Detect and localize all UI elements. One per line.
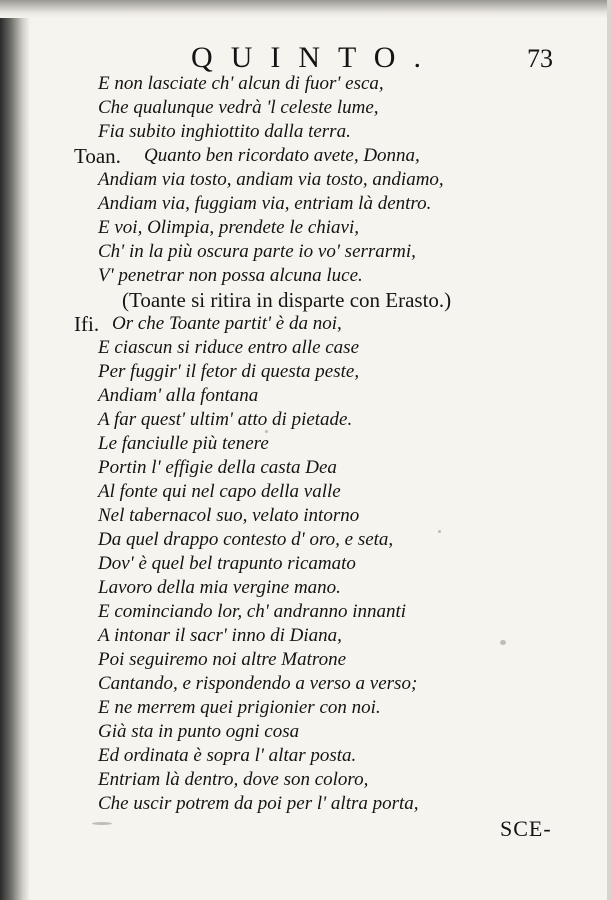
- verse-text: Ch' in la più oscura parte io vo' serrarmi,: [98, 241, 416, 262]
- running-head: QUINTO.: [191, 41, 439, 74]
- verse-line: [0, 456, 611, 480]
- verse-text: Già sta in punto ogni cosa: [98, 721, 300, 742]
- verse-text: Or che Toante partit' è da noi,: [112, 313, 342, 334]
- verse-line: [0, 240, 611, 264]
- verse-line: [0, 72, 611, 96]
- verse-line: [0, 624, 611, 648]
- verse-line: [0, 600, 611, 624]
- verse-line: [0, 312, 611, 336]
- verse-line: [0, 168, 611, 192]
- verse-line: [0, 648, 611, 672]
- page-number: 73: [527, 44, 553, 73]
- page-top-shadow: [0, 0, 611, 18]
- verse-line: [0, 432, 611, 456]
- verse-text: Che uscir potrem da poi per l' altra porta,: [98, 793, 419, 814]
- verse-line: [0, 720, 611, 744]
- catchword: SCE-: [500, 816, 552, 841]
- verse-line: [0, 120, 611, 144]
- verse-text: E cominciando lor, ch' andranno innanti: [98, 601, 407, 622]
- verse-text: Quanto ben ricordato avete, Donna,: [144, 145, 420, 166]
- verse-line: [0, 408, 611, 432]
- verse-line: [0, 576, 611, 600]
- verse-text: Le fanciulle più tenere: [98, 433, 269, 454]
- verse-line: [0, 768, 611, 792]
- verse-text: A far quest' ultim' atto di pietade.: [98, 409, 353, 430]
- verse-text: Dov' è quel bel trapunto ricamato: [98, 553, 356, 574]
- verse-line: [0, 696, 611, 720]
- verse-line: [0, 480, 611, 504]
- verse-text: Poi seguiremo noi altre Matrone: [98, 649, 347, 670]
- verse-text: Entriam là dentro, dove son coloro,: [98, 769, 369, 790]
- verse-text: Al fonte qui nel capo della valle: [98, 481, 341, 502]
- verse-line: [0, 144, 611, 168]
- verse-text: Andiam via tosto, andiam via tosto, andiamo,: [98, 169, 444, 190]
- verse-line: [0, 96, 611, 120]
- verse-text: A intonar il sacr' inno di Diana,: [98, 625, 342, 646]
- verse-text: E ciascun si riduce entro alle case: [98, 337, 360, 358]
- verse-text: Portin l' effigie della casta Dea: [98, 457, 337, 478]
- verse-line: [0, 264, 611, 288]
- verse-text: Da quel drappo contesto d' oro, e seta,: [98, 529, 394, 550]
- stage-direction-line: [0, 288, 611, 312]
- verse-line: [0, 744, 611, 768]
- paper-speck: [500, 640, 506, 645]
- verse-line: [0, 504, 611, 528]
- verse-text: Che qualunque vedrà 'l celeste lume,: [98, 97, 379, 118]
- paper-speck: [92, 822, 112, 825]
- verse-line: [0, 384, 611, 408]
- verse-line: [0, 192, 611, 216]
- verse-text: E voi, Olimpia, prendete le chiavi,: [98, 217, 359, 238]
- verse-text: V' penetrar non possa alcuna luce.: [98, 265, 363, 286]
- verse-line: [0, 336, 611, 360]
- verse-line: [0, 528, 611, 552]
- verse-line: [0, 360, 611, 384]
- verse-line: [0, 672, 611, 696]
- verse-text: Lavoro della mia vergine mano.: [98, 577, 341, 598]
- verse-line: [0, 216, 611, 240]
- paper-speck: [438, 530, 441, 533]
- verse-text: Andiam via, fuggiam via, entriam là dentro.: [98, 193, 432, 214]
- paper-speck: [265, 430, 268, 433]
- verse-text: E non lasciate ch' alcun di fuor' esca,: [98, 73, 384, 94]
- stage-direction: (Toante si ritira in disparte con Erasto.): [122, 288, 452, 312]
- verse-line: [0, 552, 611, 576]
- verse-text: Ed ordinata è sopra l' altar posta.: [98, 745, 357, 766]
- verse-text: Nel tabernacol suo, velato intorno: [98, 505, 360, 526]
- verse-line: [0, 792, 611, 816]
- verse-text: Per fuggir' il fetor di questa peste,: [98, 361, 360, 382]
- speaker-name: Ifi.: [74, 312, 100, 336]
- verse-text: Fia subito inghiottito dalla terra.: [98, 121, 351, 142]
- speaker-name: Toan.: [74, 144, 121, 168]
- verse-text: Andiam' alla fontana: [98, 385, 259, 406]
- verse-text: Cantando, e rispondendo a verso a verso;: [98, 673, 418, 694]
- verse-text: E ne merrem quei prigionier con noi.: [98, 697, 381, 718]
